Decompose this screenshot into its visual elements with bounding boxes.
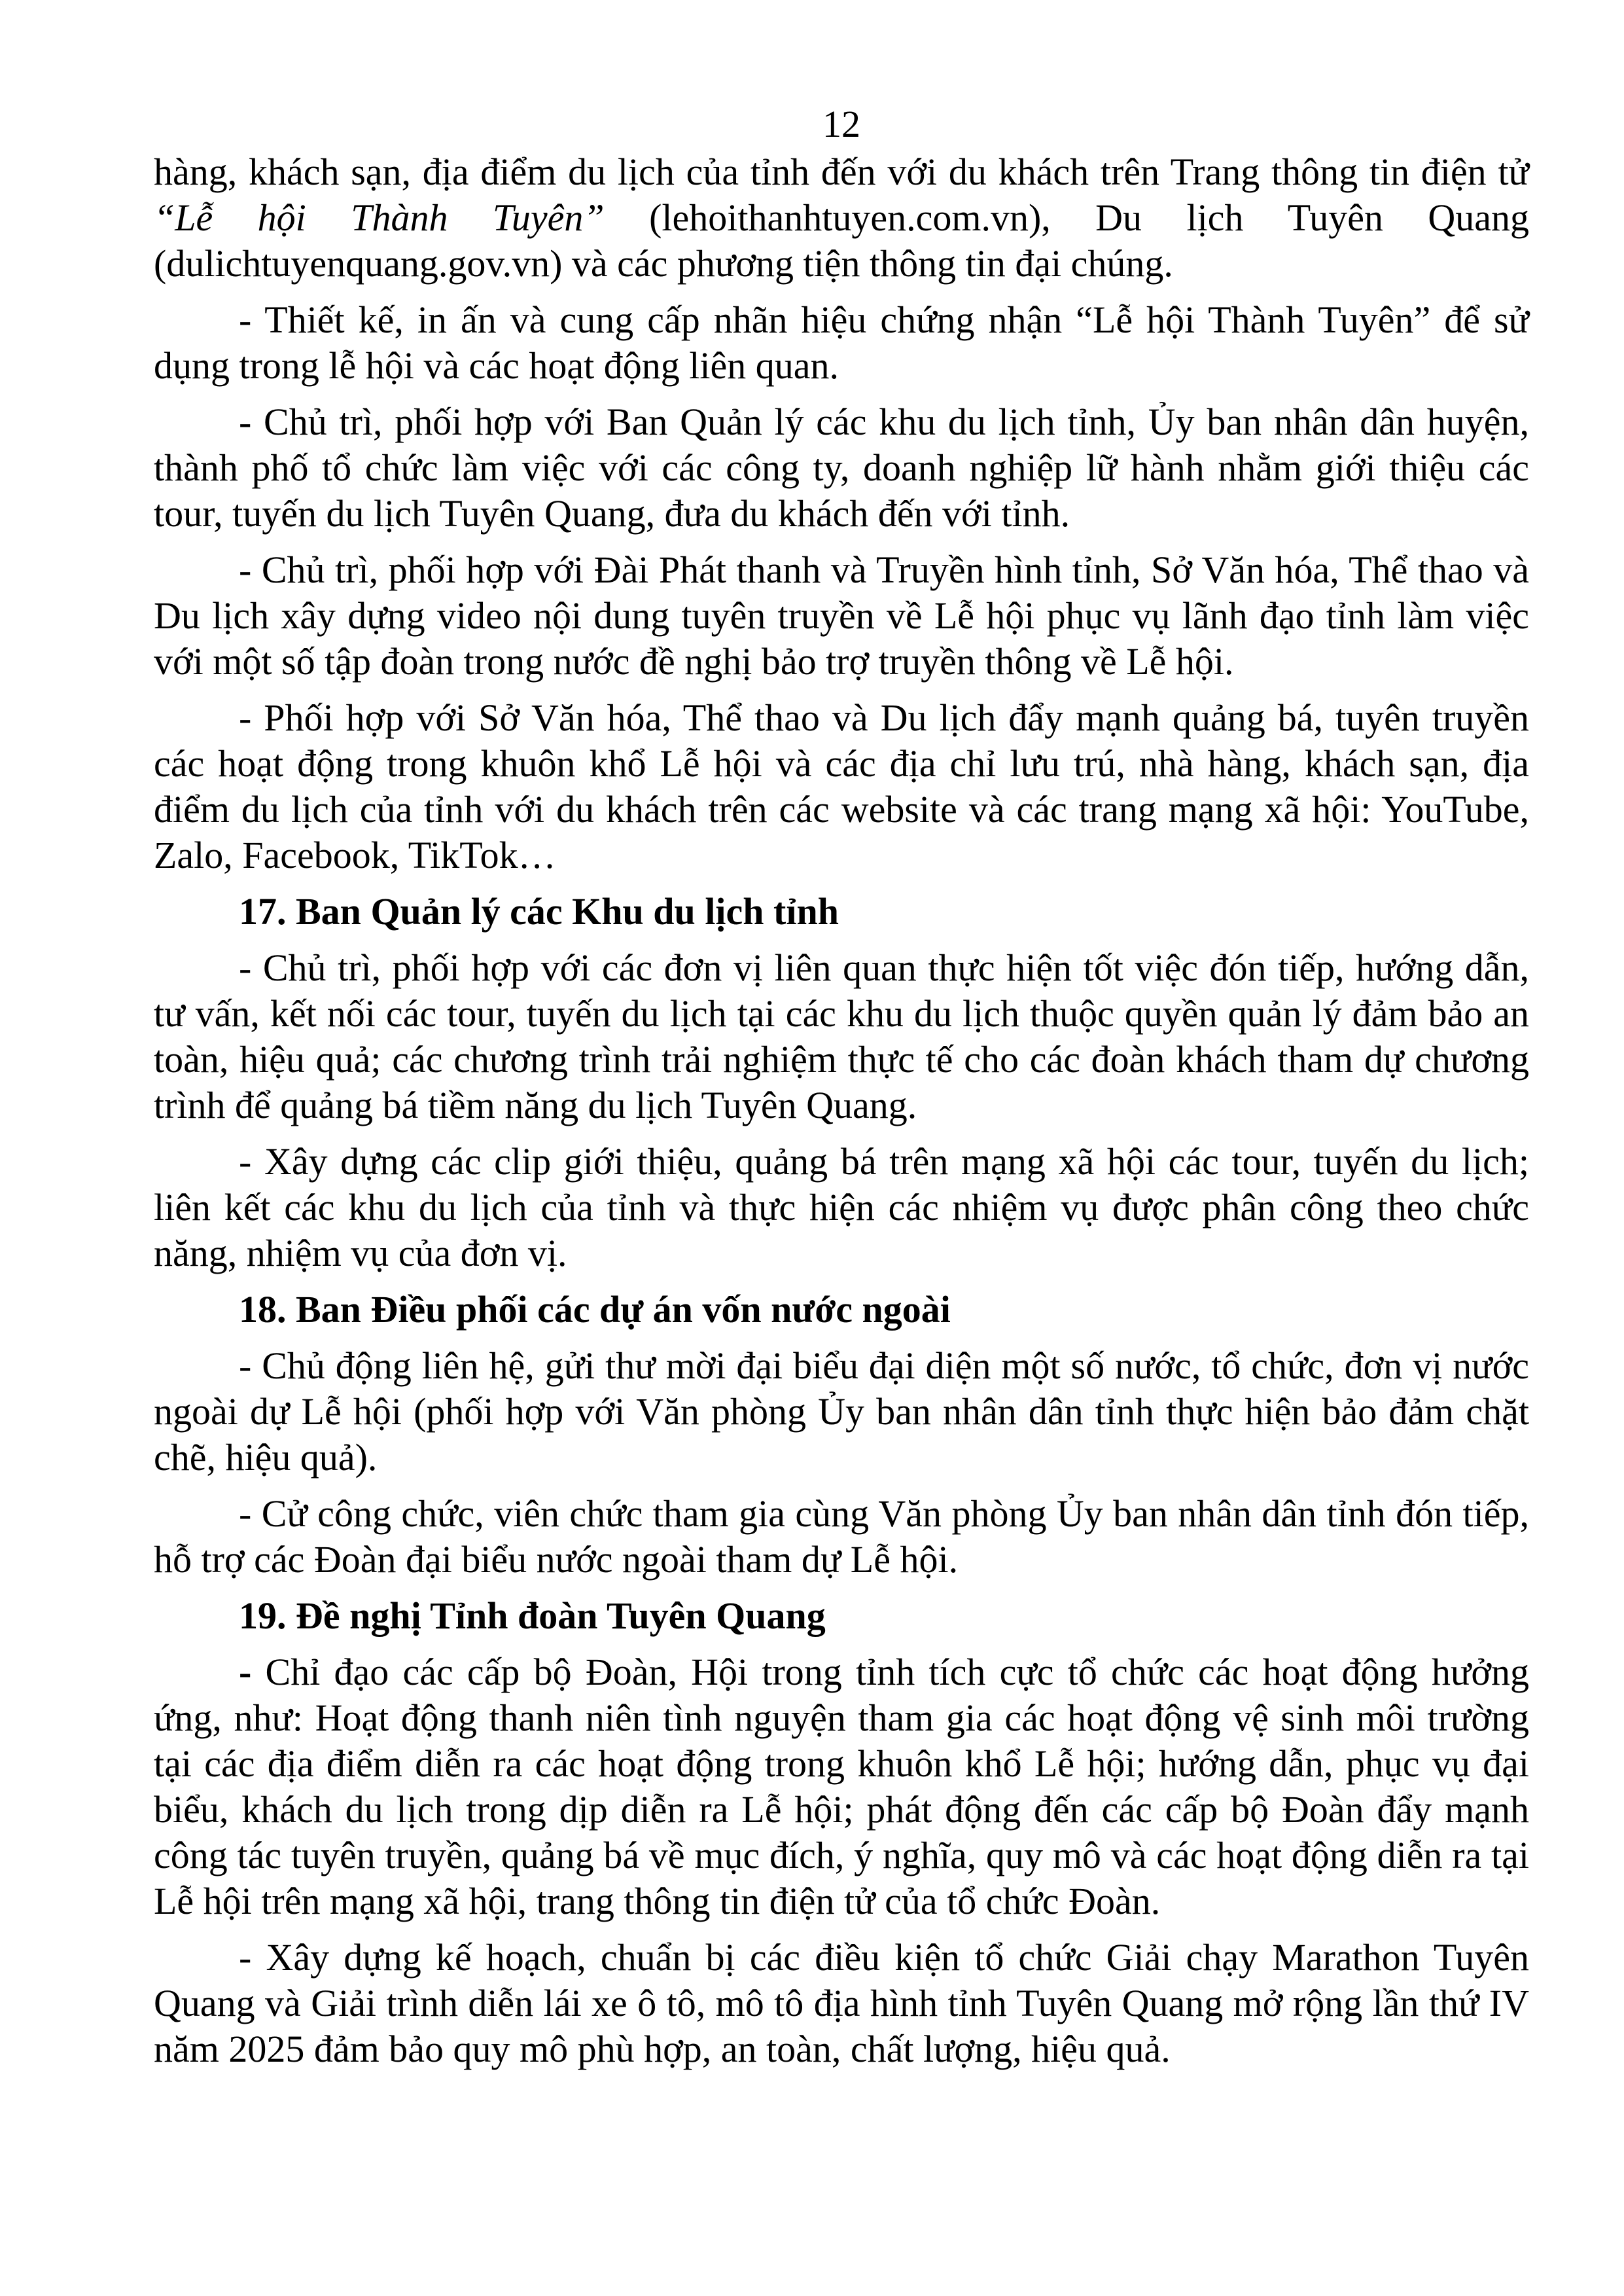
paragraph-text: hàng, khách sạn, địa điểm du lịch của tỉnh đến với du khách trên Trang thông tin điện tử <box>154 151 1529 193</box>
paragraph-text: Chỉ đạo các cấp bộ Đoàn, Hội trong tỉnh tích cực tổ chức các hoạt động hưởng ứng, như: Hoạt động thanh niên tình nguyện tham gia các hoạt động vệ sinh môi trường tại các địa điểm diễn ra các hoạt động trong khuôn khổ Lễ hội; hướng dẫn, phục vụ đại biểu, khách du lịch trong dịp diễn ra Lễ hội; phát động đến các cấp bộ Đoàn đẩy mạnh công tác tuyên truyền, quảng bá về mục đích, ý nghĩa, quy mô và các hoạt động diễn ra tại Lễ hội trên mạng xã hội, trang thông tin điện tử của tổ chức Đoàn. <box>154 1651 1529 1922</box>
section-heading-18: 18. Ban Điều phối các dự án vốn nước ngoài <box>239 1288 951 1331</box>
section-heading-17: 17. Ban Quản lý các Khu du lịch tỉnh <box>239 890 839 933</box>
bold-bullet-dash: - <box>239 1651 252 1693</box>
section-heading-19: 19. Đề nghị Tỉnh đoàn Tuyên Quang <box>239 1594 826 1637</box>
bullet-paragraph: - Xây dựng các clip giới thiệu, quảng bá trên mạng xã hội các tour, tuyến du lịch; liên kết các khu du lịch của tỉnh và thực hiện các nhiệm vụ được phân công theo chức năng, nhiệm vụ của đơn vị. <box>154 1140 1529 1274</box>
bullet-paragraph: - Chủ trì, phối hợp với Đài Phát thanh và Truyền hình tỉnh, Sở Văn hóa, Thể thao và Du lịch xây dựng video nội dung tuyên truyền về Lễ hội phục vụ lãnh đạo tỉnh làm việc với một số tập đoàn trong nước đề nghị bảo trợ truyền thông về Lễ hội. <box>154 548 1529 683</box>
bullet-paragraph: - Phối hợp với Sở Văn hóa, Thể thao và Du lịch đẩy mạnh quảng bá, tuyên truyền các hoạt động trong khuôn khổ Lễ hội và các địa chỉ lưu trú, nhà hàng, khách sạn, địa điểm du lịch của tỉnh với du khách trên các website và các trang mạng xã hội: YouTube, Zalo, Facebook, TikTok… <box>154 696 1529 876</box>
italic-festival-name: “Lễ hội Thành Tuyên” <box>154 196 605 239</box>
bullet-paragraph: - Thiết kế, in ấn và cung cấp nhãn hiệu chứng nhận “Lễ hội Thành Tuyên” để sử dụng trong lễ hội và các hoạt động liên quan. <box>154 298 1529 387</box>
bullet-paragraph: - Chủ trì, phối hợp với Ban Quản lý các khu du lịch tỉnh, Ủy ban nhân dân huyện, thành phố tổ chức làm việc với các công ty, doanh nghiệp lữ hành nhằm giới thiệu các tour, tuyến du lịch Tuyên Quang, đưa du khách đến với tỉnh. <box>154 401 1529 535</box>
page-number: 12 <box>822 103 860 145</box>
bullet-paragraph: - Cử công chức, viên chức tham gia cùng Văn phòng Ủy ban nhân dân tỉnh đón tiếp, hỗ trợ các Đoàn đại biểu nước ngoài tham dự Lễ hội. <box>154 1492 1529 1581</box>
bullet-paragraph: - Chủ trì, phối hợp với các đơn vị liên quan thực hiện tốt việc đón tiếp, hướng dẫn, tư vấn, kết nối các tour, tuyến du lịch tại các khu du lịch thuộc quyền quản lý đảm bảo an toàn, hiệu quả; các chương trình trải nghiệm thực tế cho các đoàn khách tham dự chương trình để quảng bá tiềm năng du lịch Tuyên Quang. <box>154 946 1529 1126</box>
bullet-paragraph: - Chủ động liên hệ, gửi thư mời đại biểu đại diện một số nước, tổ chức, đơn vị nước ngoài dự Lễ hội (phối hợp với Văn phòng Ủy ban nhân dân tỉnh thực hiện bảo đảm chặt chẽ, hiệu quả). <box>154 1344 1529 1479</box>
bullet-paragraph: - Xây dựng kế hoạch, chuẩn bị các điều kiện tổ chức Giải chạy Marathon Tuyên Quang và Giải trình diễn lái xe ô tô, mô tô địa hình tỉnh Tuyên Quang mở rộng lần thứ IV năm 2025 đảm bảo quy mô phù hợp, an toàn, chất lượng, hiệu quả. <box>154 1936 1529 2070</box>
bullet-paragraph <box>154 1649 1529 1924</box>
paragraph-continuation <box>154 149 1529 287</box>
paragraph-text: (lehoithanhtuyen.com.vn), Du lịch Tuyên Quang (dulichtuyenquang.gov.vn) và các phương tiện thông tin đại chúng. <box>154 196 1529 285</box>
